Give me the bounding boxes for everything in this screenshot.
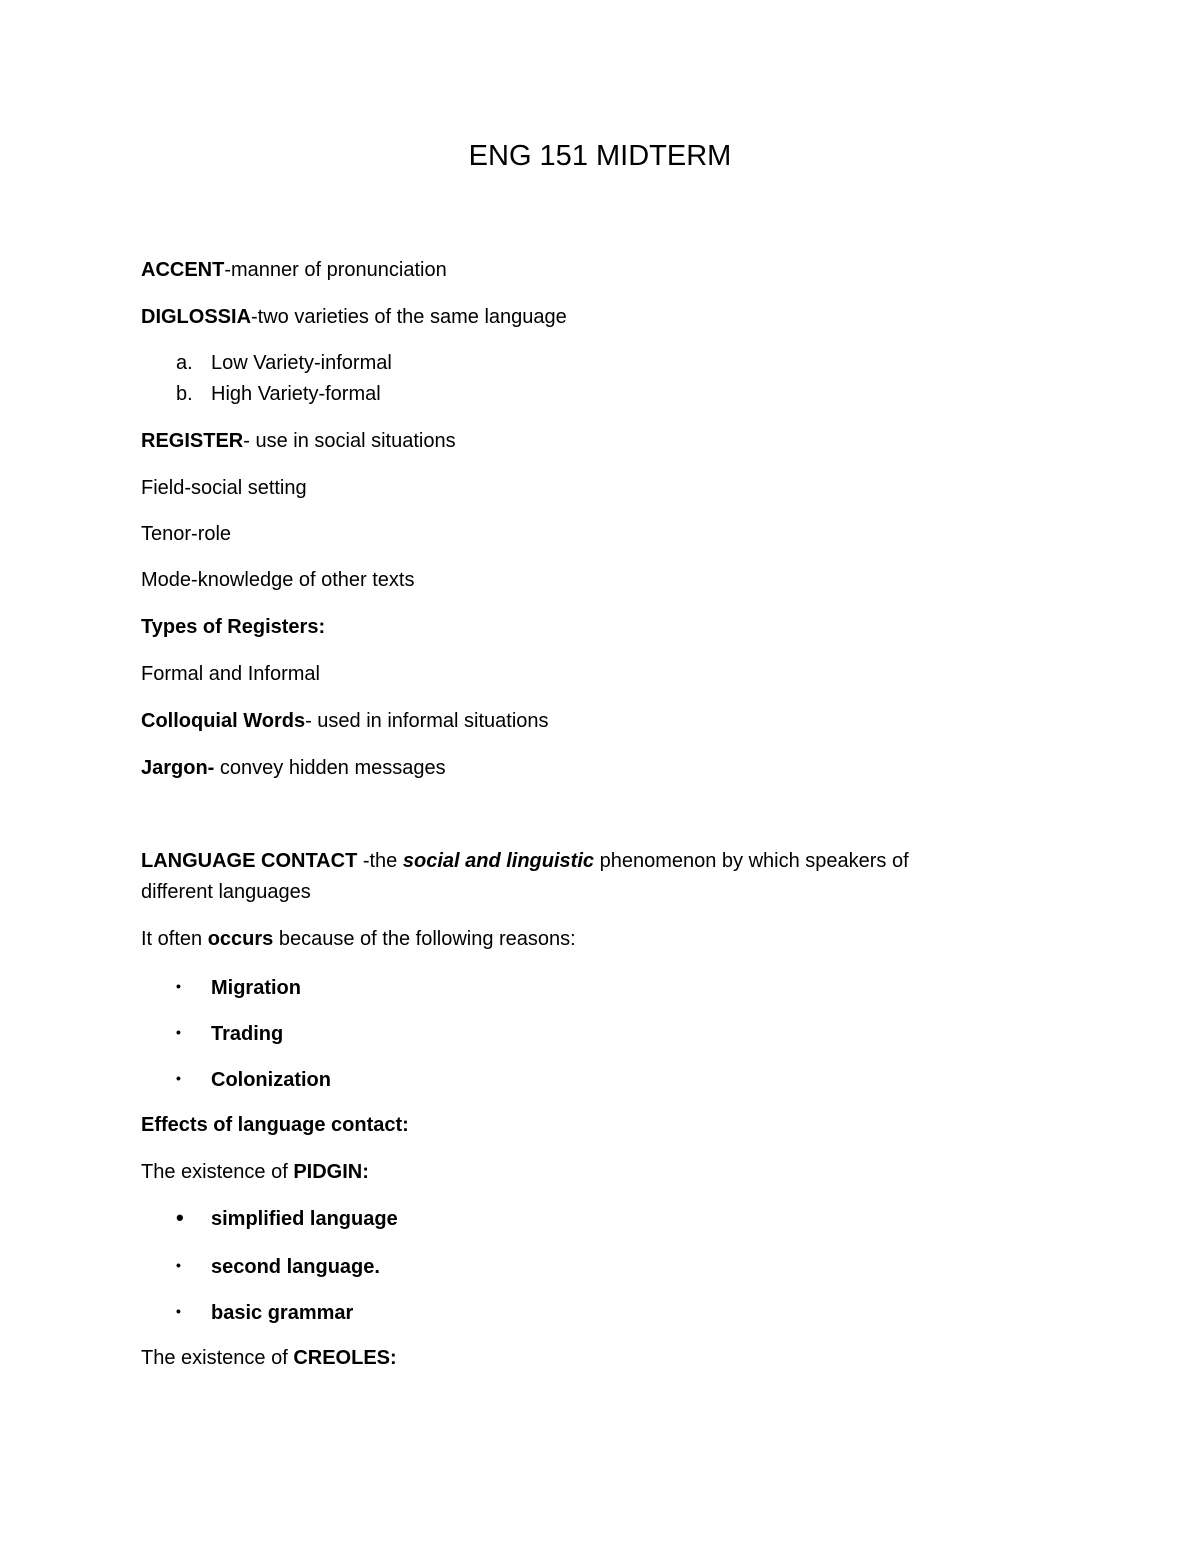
list-item-text: simplified language [211, 1208, 398, 1230]
register-definition: - use in social situations [243, 430, 456, 452]
colloquial-term: Colloquial Words [141, 710, 306, 732]
bullet-icon: • [176, 1303, 181, 1319]
list-marker: b. [176, 383, 193, 405]
field-line: Field-social setting [141, 477, 307, 499]
accent-definition: -manner of pronunciation [224, 259, 447, 281]
language-contact-emphasis: social and linguistic [402, 850, 595, 872]
list-item [176, 1251, 380, 1281]
bullet-icon: • [176, 1024, 181, 1040]
list-item [176, 1204, 398, 1233]
pidgin-line [141, 1158, 369, 1186]
list-item [176, 349, 392, 377]
reasons-line [141, 925, 576, 953]
list-item-text: Migration [211, 977, 301, 999]
types-heading: Types of Registers: [141, 616, 326, 638]
accent-term: ACCENT [141, 259, 225, 281]
language-contact-term: LANGUAGE CONTACT [141, 850, 358, 872]
list-item [176, 1018, 283, 1048]
colloquial-line [141, 707, 549, 735]
accent-line [141, 256, 447, 284]
list-item [176, 380, 381, 408]
list-item [176, 1064, 331, 1094]
reasons-text: because of the following reasons: [273, 928, 576, 950]
list-item-text: basic grammar [211, 1302, 354, 1324]
list-item-text: second language. [211, 1256, 380, 1278]
jargon-line [141, 754, 446, 782]
list-item [176, 972, 301, 1002]
page-title: ENG 151 MIDTERM [468, 140, 732, 172]
creoles-line [141, 1344, 397, 1372]
language-contact-text: phenomenon by which speakers of different languages [141, 850, 909, 903]
diglossia-definition: -two varieties of the same language [251, 306, 567, 328]
types-value: Formal and Informal [141, 663, 320, 685]
bullet-icon: • [176, 1257, 181, 1273]
register-line [141, 427, 456, 455]
list-item [176, 1297, 353, 1327]
list-item-text: Colonization [211, 1069, 331, 1091]
tenor-line: Tenor-role [141, 523, 232, 545]
jargon-term: Jargon- [141, 757, 215, 779]
reasons-text: It often [141, 928, 208, 950]
pidgin-term: PIDGIN: [293, 1161, 369, 1183]
creoles-text: The existence of [141, 1347, 294, 1369]
jargon-definition: convey hidden messages [214, 757, 446, 779]
creoles-term: CREOLES: [293, 1347, 397, 1369]
bullet-icon: • [176, 1070, 181, 1086]
pidgin-text: The existence of [141, 1161, 294, 1183]
bullet-icon: • [176, 1205, 184, 1230]
mode-line: Mode-knowledge of other texts [141, 569, 415, 591]
diglossia-line [141, 303, 567, 331]
reasons-emphasis: occurs [207, 928, 274, 950]
list-marker: a. [176, 352, 193, 374]
list-item-text: High Variety-formal [211, 383, 381, 405]
diglossia-term: DIGLOSSIA [141, 306, 252, 328]
colloquial-definition: - used in informal situations [305, 710, 549, 732]
effects-heading: Effects of language contact: [141, 1114, 409, 1136]
register-term: REGISTER [141, 430, 244, 452]
bullet-icon: • [176, 978, 181, 994]
list-item-text: Low Variety-informal [211, 352, 392, 374]
list-item-text: Trading [211, 1023, 284, 1045]
language-contact-text: -the [357, 850, 403, 872]
language-contact-paragraph [141, 846, 961, 908]
